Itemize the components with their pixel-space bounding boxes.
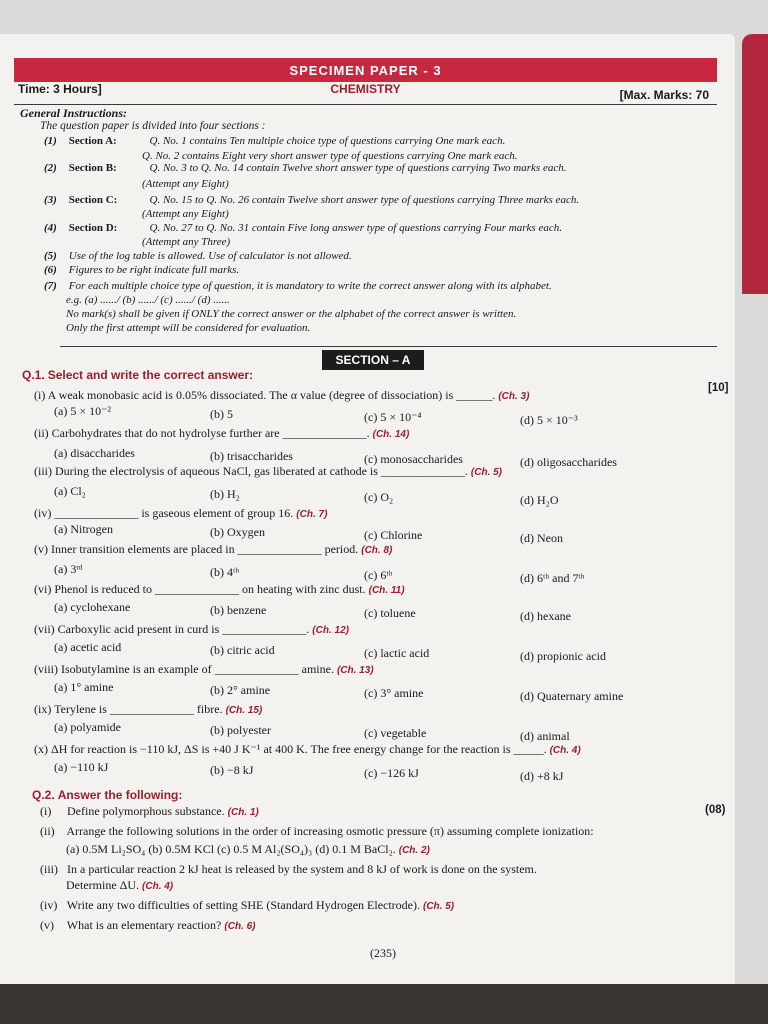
page-edge-tab — [742, 34, 768, 294]
time-label: Time: 3 Hours] — [18, 82, 102, 96]
q1-item — [34, 742, 581, 757]
option-d: (d) animal — [520, 729, 570, 743]
chapter-ref: (Ch. 4) — [549, 745, 581, 756]
instruction-text: Figures to be right indicate full marks. — [68, 264, 240, 276]
q1-heading — [22, 368, 253, 383]
chapter-ref: (Ch. 13) — [336, 665, 374, 676]
exam-header — [14, 82, 717, 104]
instruction-text: (Attempt any Eight) — [142, 208, 229, 220]
q2-item-text: Arrange the following solutions in the order of increasing osmotic pressure (π) assuming complete ionization: — [66, 824, 594, 838]
q2-item — [40, 918, 256, 933]
option-b: (b) H₂ — [210, 487, 240, 501]
instruction-line — [44, 162, 566, 174]
option-a: (a) acetic acid — [54, 640, 122, 654]
q2-item — [66, 842, 430, 857]
q1-item-number: (ix) — [34, 702, 52, 716]
option-a: (a) cyclohexane — [54, 600, 131, 614]
option-b: (b) benzene — [210, 603, 267, 617]
option-d: (d) 6ᵗʰ and 7ᵗʰ — [520, 571, 585, 585]
option-d: (d) 5 × 10⁻³ — [520, 413, 578, 427]
option-c: (c) Chlorine — [364, 528, 423, 542]
chapter-ref: (Ch. 6) — [224, 921, 256, 932]
instructions-title: General Instructions: — [20, 106, 128, 120]
chapter-ref: (Ch. 8) — [361, 545, 393, 556]
q2-item-number: (v) — [40, 918, 54, 932]
option-c: (c) vegetable — [364, 726, 427, 740]
q2-item-text: In a particular reaction 2 kJ heat is released by the system and 8 kJ of work is done on the system. — [67, 862, 537, 876]
q2-item-text: What is an elementary reaction? — [66, 918, 222, 932]
q2-marks: (08) — [705, 804, 726, 816]
q2-item-number: (ii) — [40, 824, 55, 838]
instruction-number: (2) — [44, 162, 57, 174]
option-a: (a) disaccharides — [54, 446, 135, 460]
q1-item — [34, 464, 502, 479]
instruction-line — [44, 194, 579, 206]
instruction-line — [142, 178, 229, 190]
chapter-ref: (Ch. 14) — [372, 429, 410, 440]
q1-item — [34, 426, 409, 441]
q2-item — [40, 804, 259, 819]
instructions-intro: The question paper is divided into four sections : — [40, 120, 266, 132]
option-c: (c) monosaccharides — [364, 452, 463, 466]
q2-item-text: Define polymorphous substance. — [67, 804, 225, 818]
page-number: (235) — [370, 946, 396, 960]
option-a: (a) 3ʳᵈ — [54, 562, 83, 576]
instruction-number: (5) — [44, 250, 57, 262]
q2-item — [40, 824, 594, 839]
option-a: (a) 5 × 10⁻² — [54, 404, 112, 418]
instruction-text: (Attempt any Eight) — [142, 178, 229, 190]
chapter-ref: (Ch. 11) — [368, 585, 405, 596]
q1-item — [34, 622, 349, 637]
q1-item-text: ______________ is gaseous element of group 16. — [54, 506, 294, 520]
chapter-ref: (Ch. 15) — [225, 705, 263, 716]
instruction-text: (Attempt any Three) — [142, 236, 231, 248]
q1-item-number: (i) — [34, 388, 46, 402]
instruction-text: Only the first attempt will be considered for evaluation. — [66, 322, 311, 334]
option-c: (c) 5 × 10⁻⁴ — [364, 410, 422, 424]
q2-item-text: (a) 0.5M Li₂SO₄ (b) 0.5M KCl (c) 0.5 M Al₂(SO₄)₃ (d) 0.1 M BaCl₂. — [66, 842, 396, 856]
q1-item-text: Inner transition elements are placed in ______________ period. — [51, 542, 359, 556]
chapter-ref: (Ch. 4) — [142, 881, 174, 892]
q1-item-text: Isobutylamine is an example of ______________ amine. — [61, 662, 334, 676]
q1-item-number: (vi) — [34, 582, 52, 596]
q2-item — [40, 898, 454, 913]
q1-item — [34, 702, 262, 717]
q1-item-text: Carbohydrates that do not hydrolyse further are ______________. — [51, 426, 370, 440]
q1-item-number: (vii) — [34, 622, 55, 636]
option-b: (b) Oxygen — [210, 525, 265, 539]
q1-item-text: During the electrolysis of aqueous NaCl, gas liberated at cathode is ______________. — [55, 464, 468, 478]
section-a-heading: SECTION – A — [322, 350, 424, 370]
q2-number: Q.2. — [32, 788, 55, 802]
option-b: (b) polyester — [210, 723, 271, 737]
header-rule — [14, 104, 717, 105]
instruction-line — [66, 308, 516, 320]
option-c: (c) 6ᵗʰ — [364, 568, 393, 582]
option-a: (a) −110 kJ — [54, 760, 109, 774]
instruction-text: Use of the log table is allowed. Use of calculator is not allowed. — [68, 250, 352, 262]
option-d: (d) Neon — [520, 531, 563, 545]
chapter-ref: (Ch. 2) — [398, 845, 430, 856]
option-d: (d) hexane — [520, 609, 571, 623]
banner-title: SPECIMEN PAPER - 3 — [289, 62, 442, 78]
q1-item-text: A weak monobasic acid is 0.05% dissociated. The α value (degree of dissociation) is ______. — [47, 388, 496, 402]
q1-item-text: Carboxylic acid present in curd is ______________. — [57, 622, 310, 636]
q1-title: Select and write the correct answer: — [47, 368, 254, 382]
q1-item — [34, 388, 529, 403]
instruction-line — [142, 208, 229, 220]
q1-item-text: ΔH for reaction is −110 kJ, ΔS is +40 J K⁻¹ at 400 K. The free energy change for the reaction is _____. — [51, 742, 547, 756]
q2-item-text: Determine ΔU. — [66, 878, 140, 892]
q2-item-text: Write any two difficulties of setting SHE (Standard Hydrogen Electrode). — [66, 898, 420, 912]
instruction-number: (4) — [44, 222, 57, 234]
option-a: (a) polyamide — [54, 720, 121, 734]
option-b: (b) 5 — [210, 407, 233, 421]
instruction-number: (1) — [44, 135, 57, 147]
q1-item — [34, 662, 374, 677]
instruction-line — [142, 150, 517, 162]
q2-heading — [32, 788, 182, 803]
q2-item-number: (iv) — [40, 898, 58, 912]
q1-item — [34, 506, 327, 521]
instruction-text: Q. No. 3 to Q. No. 14 contain Twelve short answer type of questions carrying Two marks each. — [149, 162, 567, 174]
option-b: (b) citric acid — [210, 643, 275, 657]
chapter-ref: (Ch. 5) — [470, 467, 503, 478]
option-d: (d) H₂O — [520, 493, 559, 507]
q1-item-number: (x) — [34, 742, 48, 756]
instruction-number: (6) — [44, 264, 57, 276]
subject-title: CHEMISTRY — [330, 82, 401, 96]
q1-marks: [10] — [708, 382, 729, 394]
q2-item-number: (i) — [40, 804, 52, 818]
instruction-text: Q. No. 2 contains Eight very short answer type of questions carrying One mark each. — [142, 150, 518, 162]
option-a: (a) 1° amine — [54, 680, 114, 694]
instruction-line — [44, 280, 552, 292]
option-c: (c) O₂ — [364, 490, 394, 504]
option-c: (c) 3° amine — [364, 686, 424, 700]
q1-item-number: (iii) — [34, 464, 52, 478]
chapter-ref: (Ch. 12) — [312, 625, 349, 636]
chapter-ref: (Ch. 7) — [296, 509, 328, 520]
instruction-section-label: Section A: — [68, 135, 117, 147]
q1-item-text: Phenol is reduced to ______________ on heating with zinc dust. — [54, 582, 366, 596]
option-b: (b) 2° amine — [210, 683, 271, 697]
instructions-rule — [60, 346, 717, 347]
instruction-text: For each multiple choice type of question, it is mandatory to write the correct answer along with its alphabet. — [68, 280, 552, 292]
q2-item — [66, 878, 173, 893]
option-b: (b) trisaccharides — [210, 449, 293, 463]
instruction-line — [66, 322, 310, 334]
q1-item-text: Terylene is ______________ fibre. — [54, 702, 223, 716]
option-a: (a) Cl₂ — [54, 484, 86, 498]
option-c: (c) −126 kJ — [364, 766, 419, 780]
background-shadow — [0, 984, 768, 1024]
instruction-number: (7) — [44, 280, 57, 292]
instruction-number: (3) — [44, 194, 57, 206]
instruction-text: No mark(s) shall be given if ONLY the correct answer or the alphabet of the correct answer is written. — [66, 308, 517, 320]
q1-item-number: (iv) — [34, 506, 52, 520]
option-d: (d) propionic acid — [520, 649, 606, 663]
q1-item-number: (viii) — [34, 662, 58, 676]
q2-title: Answer the following: — [57, 788, 183, 802]
option-c: (c) lactic acid — [364, 646, 430, 660]
q1-item-number: (ii) — [34, 426, 49, 440]
option-b: (b) 4ᵗʰ — [210, 565, 240, 579]
instruction-section-label: Section C: — [68, 194, 118, 206]
chapter-ref: (Ch. 1) — [227, 807, 259, 818]
title-banner — [14, 58, 717, 82]
instruction-line — [142, 236, 230, 248]
option-d: (d) oligosaccharides — [520, 455, 617, 469]
q1-item — [34, 542, 392, 557]
q2-item — [40, 862, 537, 877]
option-c: (c) toluene — [364, 606, 416, 620]
instruction-section-label: Section D: — [68, 222, 118, 234]
instruction-line — [66, 294, 230, 306]
max-marks: [Max. Marks: 70 — [619, 88, 709, 102]
instruction-line — [44, 250, 352, 262]
instruction-line — [44, 135, 505, 147]
instruction-line — [44, 264, 239, 276]
q2-item-number: (iii) — [40, 862, 58, 876]
instruction-text: Q. No. 1 contains Ten multiple choice type of questions carrying One mark each. — [149, 135, 506, 147]
q1-item — [34, 582, 405, 597]
instruction-section-label: Section B: — [68, 162, 117, 174]
option-a: (a) Nitrogen — [54, 522, 113, 536]
q1-number: Q.1. — [22, 368, 45, 382]
instruction-text: Q. No. 15 to Q. No. 26 contain Twelve short answer type of questions carrying Three marks each. — [149, 194, 580, 206]
chapter-ref: (Ch. 5) — [423, 901, 455, 912]
option-d: (d) Quaternary amine — [520, 689, 624, 703]
option-d: (d) +8 kJ — [520, 769, 564, 783]
option-b: (b) −8 kJ — [210, 763, 254, 777]
instruction-text: Q. No. 27 to Q. No. 31 contain Five long answer type of questions carrying Four marks each. — [149, 222, 562, 234]
q1-item-number: (v) — [34, 542, 48, 556]
instruction-text: e.g. (a) ....../ (b) ....../ (c) ....../ (d) ...... — [66, 294, 230, 306]
instruction-line — [44, 222, 562, 234]
chapter-ref: (Ch. 3) — [498, 391, 530, 402]
